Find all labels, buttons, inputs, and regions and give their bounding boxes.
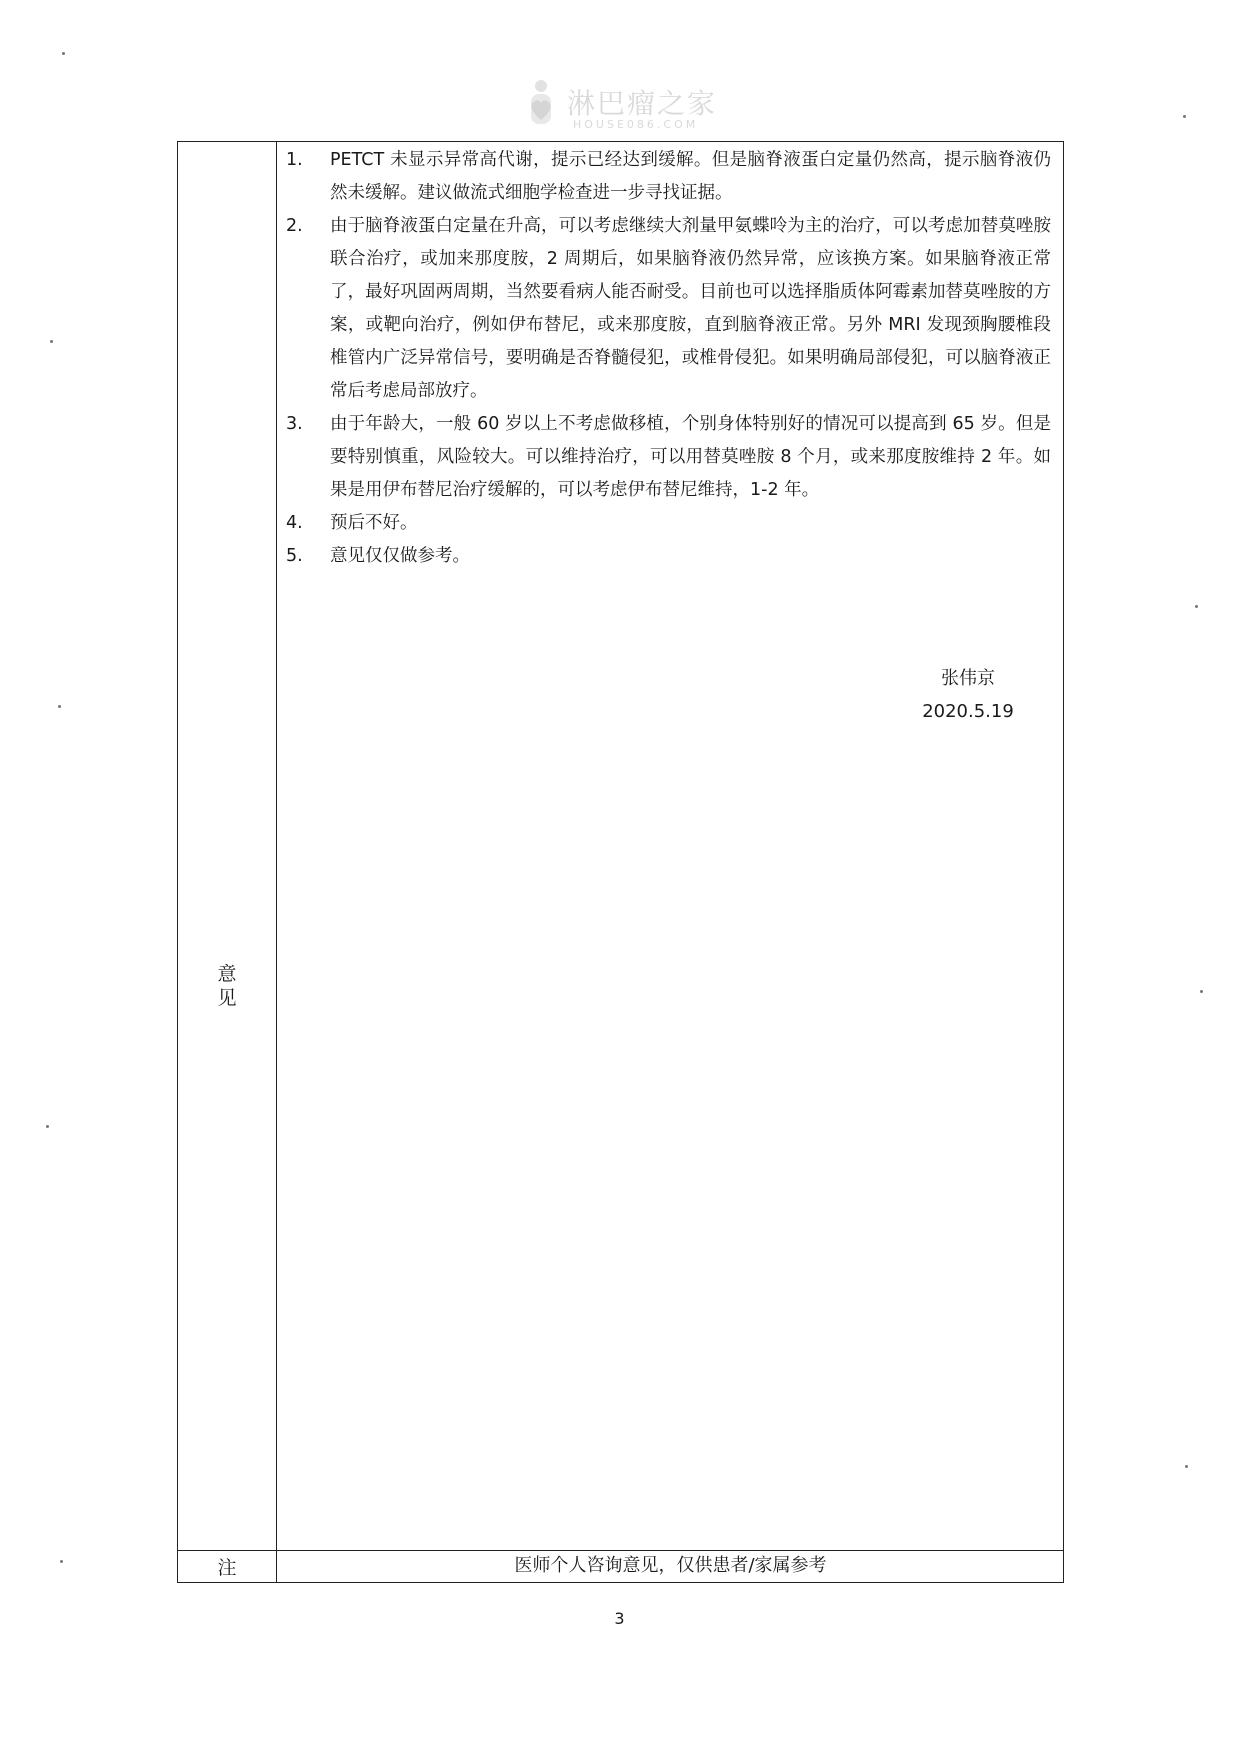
column-divider <box>276 142 277 1582</box>
scan-speck <box>62 52 65 55</box>
item-text: PETCT 未显示异常高代谢，提示已经达到缓解。但是脑脊液蛋白定量仍然高，提示脑脊液仍然未缓解。建议做流式细胞学检查进一步寻找证据。 <box>330 150 1051 203</box>
scan-speck <box>60 1560 63 1563</box>
page-number: 3 <box>614 1609 625 1628</box>
item-number: 5. <box>286 546 303 566</box>
item-text: 由于脑脊液蛋白定量在升高，可以考虑继续大剂量甲氨蝶呤为主的治疗，可以考虑加替莫唑胺联合治疗，或加来那度胺，2 周期后，如果脑脊液仍然异常，应该换方案。如果脑脊液正常了，最好巩固两周期，当然要看病人能否耐受。目前也可以选择脂质体阿霉素加替莫唑胺的方案，或靶向治疗，例如伊布替尼，或来那度胺，直到脑脊液正常。另外 MRI 发现颈胸腰椎段椎管内广泛异常信号，要明确是否脊髓侵犯，或椎骨侵犯。如果明确局部侵犯，可以脑脊液正常后考虑局部放疗。 <box>330 216 1051 401</box>
item-number: 2. <box>286 216 303 236</box>
note-text: 医师个人咨询意见，仅供患者/家属参考 <box>514 1555 827 1576</box>
item-number: 3. <box>286 414 303 434</box>
opinion-list <box>286 144 1051 573</box>
signature-block <box>898 662 1038 728</box>
list-item <box>286 540 1051 573</box>
note-label: 注 <box>217 1557 237 1579</box>
signature-date: 2020.5.19 <box>922 701 1014 722</box>
list-item <box>286 507 1051 540</box>
scan-speck <box>1185 1465 1188 1468</box>
scan-speck <box>50 340 53 343</box>
scan-speck <box>58 705 61 708</box>
scan-speck <box>1195 605 1198 608</box>
list-item <box>286 210 1051 408</box>
opinion-label <box>178 962 276 1010</box>
watermark-subtitle: HOUSE086.COM <box>573 118 699 131</box>
scan-speck <box>1200 990 1203 993</box>
item-number: 1. <box>286 150 303 170</box>
heart-logo-icon <box>523 78 559 134</box>
watermark-title: 淋巴瘤之家 <box>567 87 718 120</box>
opinion-table <box>177 141 1064 1583</box>
opinion-label-text: 意见 <box>217 963 237 1009</box>
signature-name: 张伟京 <box>941 668 995 689</box>
scan-speck <box>46 1125 49 1128</box>
watermark-logo <box>523 78 733 140</box>
item-text: 预后不好。 <box>330 513 418 533</box>
opinion-content <box>286 142 1051 573</box>
item-text: 由于年龄大，一般 60 岁以上不考虑做移植，个别身体特别好的情况可以提高到 65 岁。但是要特别慎重，风险较大。可以维持治疗，可以用替莫唑胺 8 个月，或来那度胺维持 2 年。如果是用伊布替尼治疗缓解的，可以考虑伊布替尼维持，1-2 年。 <box>330 414 1051 500</box>
item-text: 意见仅仅做参考。 <box>330 546 470 566</box>
row-divider <box>178 1550 1063 1551</box>
item-number: 4. <box>286 513 303 533</box>
scan-speck <box>1183 115 1186 118</box>
list-item <box>286 144 1051 210</box>
list-item <box>286 408 1051 507</box>
